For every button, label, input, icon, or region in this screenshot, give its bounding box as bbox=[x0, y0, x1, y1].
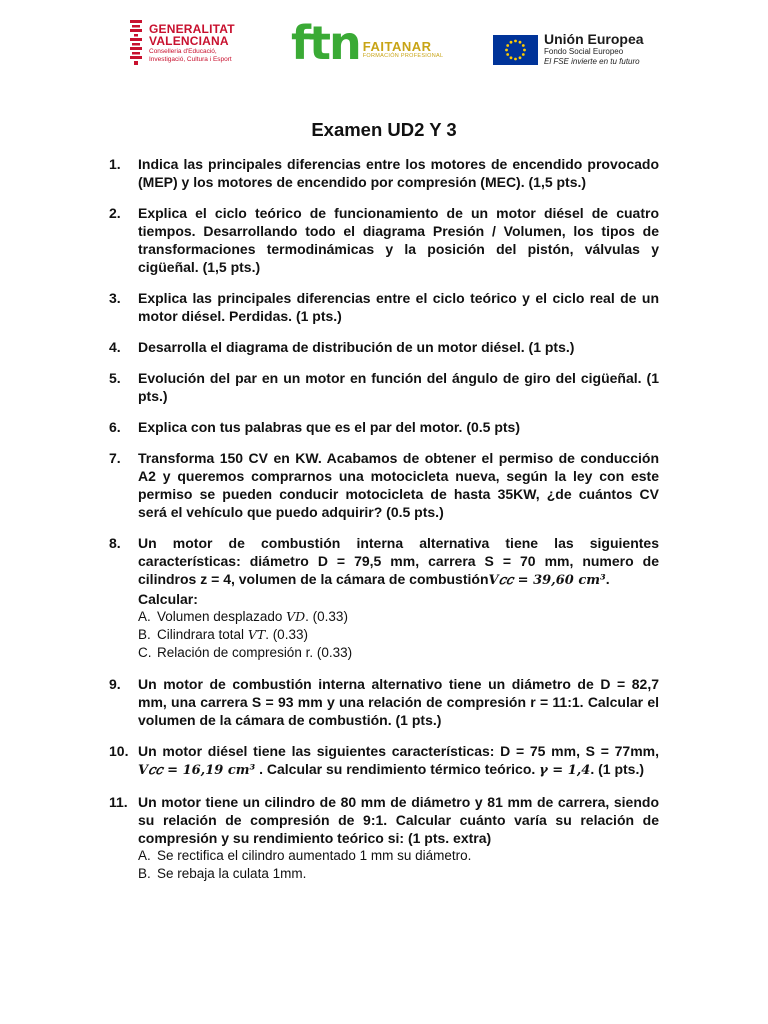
question-text bbox=[138, 742, 659, 780]
question-5 bbox=[109, 369, 659, 405]
gva-name-line2: VALENCIANA bbox=[149, 33, 229, 48]
question-text-main: Un motor de combustión interna alternativa tiene las siguientes características: diámetro D = 79,5 mm, carrera S = 70 mm, numero de cilindros z = 4, volumen de la cámara de combustión bbox=[138, 535, 659, 587]
header bbox=[0, 18, 768, 76]
question-7 bbox=[109, 449, 659, 521]
question-text: Explica las principales diferencias entre el ciclo teórico y el ciclo real de un motor diésel. Perdidas. (1 pts.) bbox=[138, 290, 659, 324]
generalitat-logo-icon bbox=[128, 18, 144, 68]
question-6 bbox=[109, 418, 659, 436]
question-text-main: Un motor diésel tiene las siguientes características: D = 75 mm, S = 77mm, bbox=[138, 743, 659, 759]
question-number: 11. bbox=[109, 794, 128, 810]
question-1 bbox=[109, 155, 659, 191]
subquestion-letter: B. bbox=[138, 866, 151, 881]
subquestion-letter: B. bbox=[138, 627, 151, 642]
question-list bbox=[109, 155, 659, 896]
formula-vd: V𝐷 bbox=[286, 609, 306, 624]
ftn-sub: FORMACIÓN PROFESIONAL bbox=[362, 53, 444, 59]
formula-vcc: V𝑐𝑐 = 39,60 cm³ bbox=[488, 573, 606, 588]
subquestion-a bbox=[138, 608, 659, 626]
question-9 bbox=[109, 675, 659, 729]
eu-sub: Fondo Social Europeo bbox=[544, 47, 624, 56]
question-text-end: . bbox=[605, 571, 610, 587]
question-text bbox=[138, 534, 659, 608]
question-8 bbox=[109, 534, 659, 662]
question-4 bbox=[109, 338, 659, 356]
question-10 bbox=[109, 742, 659, 780]
eu-flag-icon bbox=[493, 35, 538, 65]
question-text: Indica las principales diferencias entre los motores de encendido provocado (MEP) y los motores de encendido por compresión (MEC). (1,5 pts.) bbox=[138, 156, 659, 190]
subquestion-letter: A. bbox=[138, 848, 151, 863]
question-number: 9. bbox=[109, 676, 121, 692]
question-11 bbox=[109, 793, 659, 883]
subquestion-text: Relación de compresión r. (0.33) bbox=[157, 645, 353, 660]
eu-logo bbox=[493, 32, 644, 67]
subquestion-letter: C. bbox=[138, 645, 152, 660]
gva-name-line1: GENERALITAT bbox=[149, 21, 235, 36]
subquestion-text: Volumen desplazado bbox=[157, 609, 283, 624]
question-text: Explica con tus palabras que es el par del motor. (0.5 pts) bbox=[138, 419, 521, 435]
question-number: 7. bbox=[109, 450, 121, 466]
question-text: Un motor de combustión interna alternativo tiene un diámetro de D = 82,7 mm, una carrera S = 93 mm y una relación de compresión r = 11:1. Calcular el volumen de la cámara de combustión. (1 pts.) bbox=[138, 676, 659, 728]
question-number: 8. bbox=[109, 535, 121, 551]
formula-vcc: V𝑐𝑐 = 16,19 cm³ bbox=[138, 763, 256, 778]
question-text: Desarrolla el diagrama de distribución de un motor diésel. (1 pts.) bbox=[138, 339, 575, 355]
question-text-end: . (1 pts.) bbox=[590, 761, 644, 777]
question-text: Un motor tiene un cilindro de 80 mm de diámetro y 81 mm de carrera, siendo su relación de compresión de 9:1. Calcular cuánto varía su relación de compresión y su rendimiento teórico si: (1 pts. extra) bbox=[138, 794, 659, 846]
calcular-label: Calcular: bbox=[138, 591, 198, 607]
gva-sub-line2: Investigació, Cultura i Esport bbox=[149, 56, 232, 63]
page-title: Examen UD2 Y 3 bbox=[311, 119, 457, 140]
subquestion-c bbox=[138, 644, 659, 662]
formula-vt: V𝑇 bbox=[247, 627, 266, 642]
question-text: Transforma 150 CV en KW. Acabamos de obtener el permiso de conducción A2 y queremos comprarnos una motocicleta nueva, según la ley con este permiso se pueden conducir motocicleta de hasta 35KW, ¿de cuántos CV será el vehículo que puedo adquirir? (0.5 pts.) bbox=[138, 450, 659, 520]
subquestion-text: Se rectifica el cilindro aumentado 1 mm su diámetro. bbox=[157, 848, 472, 863]
question-text: Explica el ciclo teórico de funcionamiento de un motor diésel de cuatro tiempos. Desarrollando todo el diagrama Presión / Volumen, los tipos de transformaciones termodinámicas y la posición del pistón, válvulas y cigüeñal. (1,5 pts.) bbox=[138, 205, 659, 275]
question-3 bbox=[109, 289, 659, 325]
subquestion-rest: . (0.33) bbox=[265, 627, 308, 642]
question-text: Evolución del par en un motor en función del ángulo de giro del cigüeñal. (1 pts.) bbox=[138, 370, 659, 404]
subquestion-text: Cilindrara total bbox=[157, 627, 245, 642]
subquestion-text: Se rebaja la culata 1mm. bbox=[157, 866, 307, 881]
subquestion-b bbox=[138, 865, 659, 883]
question-number: 5. bbox=[109, 370, 121, 386]
question-number: 2. bbox=[109, 205, 121, 221]
subquestion-rest: . (0.33) bbox=[305, 609, 348, 624]
subquestion-b bbox=[138, 626, 659, 644]
question-number: 3. bbox=[109, 290, 121, 306]
generalitat-logo bbox=[128, 18, 235, 68]
question-number: 10. bbox=[109, 743, 129, 759]
formula-gamma: γ = 1,4 bbox=[539, 763, 591, 778]
question-number: 1. bbox=[109, 156, 121, 172]
eu-slogan: El FSE invierte en tu futuro bbox=[544, 57, 640, 66]
eu-name: Unión Europea bbox=[544, 31, 644, 47]
faitanar-logo bbox=[291, 16, 444, 70]
gva-sub-line1: Conselleria d'Educació, bbox=[149, 47, 217, 55]
question-text-mid: . Calcular su rendimiento térmico teórico. bbox=[259, 761, 536, 777]
subquestion-a bbox=[138, 847, 659, 865]
question-number: 6. bbox=[109, 419, 121, 435]
question-2 bbox=[109, 204, 659, 276]
subquestion-letter: A. bbox=[138, 609, 151, 624]
question-number: 4. bbox=[109, 339, 121, 355]
ftn-letters: ftn bbox=[291, 16, 360, 70]
ftn-name: FAITANAR bbox=[362, 39, 432, 54]
